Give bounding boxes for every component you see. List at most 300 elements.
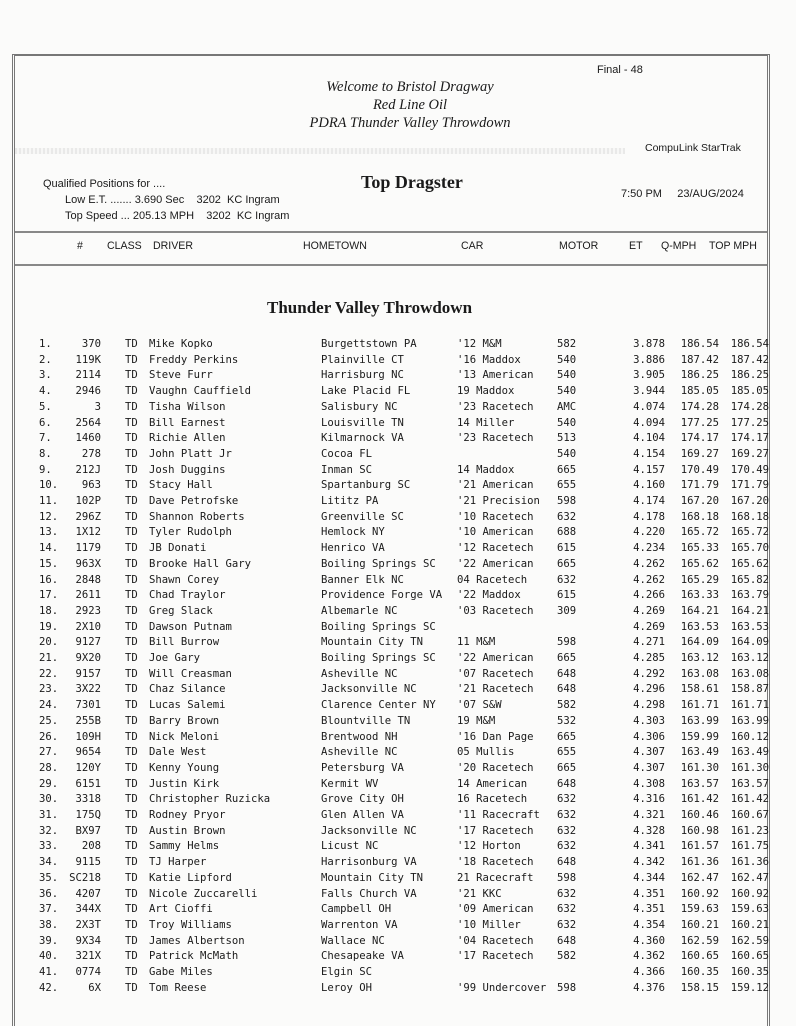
cell-q-mph: 161.42 [680,793,719,806]
cell-hometown: Blountville TN [321,714,411,727]
cell-hometown: Burgettstown PA [321,338,417,350]
cell-top-mph: 163.79 [730,589,769,602]
cell-car-number: 2611 [75,589,101,602]
cell-class: TD [125,903,138,916]
table-row [15,636,767,652]
cell-class: TD [125,871,138,884]
header-rule-bottom [15,264,767,266]
table-row [15,825,767,841]
cell-hometown: Jacksonville NC [321,683,417,696]
cell-car-number: 2946 [75,385,101,398]
cell-driver: Josh Duggins [149,463,226,476]
cell-car-number: 109H [75,730,101,743]
cell-et: 4.234 [633,542,665,555]
table-row [15,888,767,904]
table-row [15,464,767,480]
cell-top-mph: 167.20 [730,495,769,507]
cell-et: 4.157 [633,463,665,476]
cell-q-mph: 163.99 [680,714,719,727]
cell-et: 4.351 [633,887,665,900]
cell-et: 4.303 [633,714,665,727]
cell-class: TD [125,400,138,413]
cell-et: 4.174 [633,495,665,507]
cell-motor: 648 [557,856,577,869]
table-row [15,338,767,354]
cell-car: '03 Racetech [457,604,534,617]
cell-q-mph: 165.33 [680,542,719,555]
cell-class: TD [125,950,138,963]
welcome-header [15,78,796,132]
cell-top-mph: 163.99 [730,714,769,727]
table-row [15,526,767,542]
cell-position: 13. [39,526,59,539]
cell-class: TD [125,714,138,727]
cell-motor: 655 [557,479,577,492]
cell-driver: Steve Furr [149,369,213,382]
cell-car-number: 212J [75,463,101,476]
cell-class: TD [125,981,138,994]
cell-car: '10 Miller [457,918,521,931]
cell-q-mph: 177.25 [680,416,719,429]
cell-q-mph: 165.72 [680,526,719,539]
cell-top-mph: 163.57 [730,777,769,790]
cell-top-mph: 161.36 [730,856,769,869]
cell-q-mph: 160.46 [680,809,719,821]
col-qmph: Q-MPH [661,240,697,252]
cell-driver: Nick Meloni [149,730,220,743]
cell-car: '12 Racetech [457,542,534,555]
class-title: Top Dragster [361,172,463,192]
cell-car-number: 963 [81,479,101,492]
cell-q-mph: 161.36 [680,856,719,869]
cell-driver: Bill Earnest [149,416,226,429]
table-row [15,778,767,794]
cell-top-mph: 186.25 [730,369,769,382]
cell-position: 33. [39,840,59,853]
cell-motor: 582 [557,950,577,963]
cell-class: TD [125,699,138,712]
cell-top-mph: 161.71 [730,699,769,712]
cell-car: '04 Racetech [457,934,534,947]
cell-hometown: Mountain City TN [321,636,424,649]
cell-driver: Barry Brown [149,714,220,727]
cell-hometown: Albemarle NC [321,604,398,617]
cell-q-mph: 158.15 [680,981,719,994]
cell-top-mph: 161.23 [730,824,769,837]
cell-q-mph: 163.08 [680,667,719,680]
cell-motor: 540 [557,353,577,366]
cell-q-mph: 161.71 [680,699,719,712]
cell-et: 4.342 [633,856,665,869]
cell-q-mph: 162.47 [680,871,719,884]
cell-top-mph: 163.12 [730,652,769,664]
timestamp [621,188,744,200]
cell-position: 29. [39,777,59,790]
cell-driver: Justin Kirk [149,777,220,790]
cell-et: 4.296 [633,683,665,696]
cell-position: 36. [39,887,59,900]
date: 23/AUG/2024 [677,188,744,200]
cell-car-number: 2564 [75,416,101,429]
cell-top-mph: 162.47 [730,871,769,884]
cell-car: '16 Dan Page [457,730,534,743]
cell-et: 4.307 [633,746,665,759]
cell-car-number: 119K [75,353,101,366]
cell-class: TD [125,573,138,586]
cell-top-mph: 165.62 [730,557,769,570]
cell-et: 4.160 [633,479,665,492]
cell-motor: 615 [557,589,577,602]
cell-q-mph: 160.35 [680,966,719,978]
table-row [15,715,767,731]
cell-car: '13 American [457,369,534,382]
table-row [15,479,767,495]
cell-q-mph: 163.33 [680,589,719,602]
cell-et: 4.298 [633,699,665,712]
welcome-line-2: Red Line Oil [372,97,448,113]
cell-class: TD [125,447,138,460]
cell-car-number: 1460 [75,432,101,445]
cell-class: TD [125,918,138,931]
cell-top-mph: 163.49 [730,746,769,759]
cell-class: TD [125,432,138,445]
cell-driver: Richie Allen [149,432,226,445]
cell-class: TD [125,510,138,523]
cell-position: 26. [39,730,59,743]
cell-position: 3. [39,369,52,382]
cell-top-mph: 160.67 [730,809,769,821]
table-row [15,652,767,668]
cell-driver: Chaz Silance [149,683,226,696]
cell-driver: Vaughn Cauffield [149,385,252,398]
cell-car-number: 3X22 [75,683,101,696]
cell-car-number: 9X34 [75,934,101,947]
cell-driver: Tisha Wilson [149,400,226,413]
cell-car: '99 Undercover [457,981,547,994]
cell-position: 15. [39,557,59,570]
table-row [15,369,767,385]
cell-motor: 688 [557,526,577,539]
cell-car: 11 M&M [457,636,496,649]
cell-driver: Dale West [149,746,207,759]
cell-driver: Tom Reese [149,981,207,994]
cell-driver: Joe Gary [149,652,201,664]
table-row [15,542,767,558]
cell-car: '11 Racecraft [457,809,540,821]
cell-car-number: 9X20 [75,652,101,664]
cell-driver: Rodney Pryor [149,809,226,821]
table-row [15,385,767,401]
cell-car-number: 2848 [75,573,101,586]
cell-position: 6. [39,416,52,429]
cell-top-mph: 174.28 [730,400,769,413]
cell-position: 23. [39,683,59,696]
table-row [15,558,767,574]
col-car: CAR [461,240,484,252]
cell-class: TD [125,385,138,398]
cell-motor: 513 [557,432,577,445]
table-row [15,621,767,637]
cell-car-number: 9157 [75,667,101,680]
cell-hometown: Warrenton VA [321,918,398,931]
cell-hometown: Asheville NC [321,746,398,759]
cell-class: TD [125,542,138,555]
cell-class: TD [125,463,138,476]
cell-q-mph: 164.09 [680,636,719,649]
cell-car-number: 1X12 [75,526,101,539]
table-row [15,762,767,778]
cell-driver: Katie Lipford [149,871,232,884]
cell-class: TD [125,589,138,602]
cell-q-mph: 186.54 [680,338,719,350]
cell-class: TD [125,793,138,806]
cell-top-mph: 174.17 [730,432,769,445]
cell-car-number: 208 [81,840,101,853]
cell-position: 35. [39,871,59,884]
cell-position: 10. [39,479,59,492]
table-row [15,401,767,417]
cell-car-number: 2114 [75,369,101,382]
cell-top-mph: 164.21 [730,604,769,617]
cell-motor: 598 [557,495,577,507]
cell-car-number: 3 [94,400,101,413]
col-driver: DRIVER [153,240,194,252]
table-row [15,448,767,464]
table-row [15,982,767,998]
cell-driver: Art Cioffi [149,903,213,916]
table-row [15,746,767,762]
cell-et: 4.360 [633,934,665,947]
cell-motor: 655 [557,746,577,759]
cell-et: 4.306 [633,730,665,743]
table-row [15,950,767,966]
cell-et: 4.307 [633,761,665,774]
cell-car: 14 Maddox [457,463,515,476]
cell-motor: 648 [557,683,577,696]
cell-q-mph: 174.17 [680,432,719,445]
table-row [15,432,767,448]
cell-motor: 665 [557,652,577,664]
cell-motor: 632 [557,840,577,853]
cell-q-mph: 163.57 [680,777,719,790]
cell-hometown: Clarence Center NY [321,699,436,712]
cell-car: 14 American [457,777,528,790]
table-row [15,511,767,527]
table-row [15,856,767,872]
cell-class: TD [125,495,138,507]
cell-motor: 665 [557,463,577,476]
cell-position: 2. [39,353,52,366]
cell-class: TD [125,557,138,570]
cell-car-number: 120Y [75,761,101,774]
cell-q-mph: 168.18 [680,510,719,523]
cell-top-mph: 160.65 [730,950,769,963]
cell-et: 4.366 [633,966,665,978]
cell-car: 21 Racecraft [457,871,534,884]
cell-et: 4.362 [633,950,665,963]
cell-q-mph: 186.25 [680,369,719,382]
cell-class: TD [125,604,138,617]
cell-position: 16. [39,573,59,586]
cell-top-mph: 170.49 [730,463,769,476]
cell-car-number: 296Z [75,510,101,523]
cell-car-number: 963X [75,557,101,570]
cell-hometown: Mountain City TN [321,871,424,884]
cell-et: 3.905 [633,369,665,382]
cell-top-mph: 160.35 [730,966,769,978]
cell-car-number: BX97 [75,824,101,837]
cell-car-number: 370 [81,338,101,350]
cell-car: '20 Racetech [457,761,534,774]
cell-motor: 648 [557,777,577,790]
cell-position: 28. [39,761,59,774]
cell-car-number: 7301 [75,699,101,712]
cell-position: 12. [39,510,59,523]
cell-class: TD [125,934,138,947]
cell-car-number: 6X [88,981,101,994]
table-row [15,354,767,370]
cell-car: '17 Racetech [457,824,534,837]
cell-motor: 615 [557,542,577,555]
cell-driver: Sammy Helms [149,840,220,853]
cell-car: '22 American [457,652,534,664]
cell-top-mph: 160.21 [730,918,769,931]
cell-position: 22. [39,667,59,680]
cell-driver: Gabe Miles [149,966,213,978]
cell-position: 34. [39,856,59,869]
table-row [15,919,767,935]
cell-et: 4.074 [633,400,665,413]
cell-class: TD [125,369,138,382]
cell-top-mph: 165.82 [730,573,769,586]
cell-position: 7. [39,432,52,445]
cell-hometown: Lititz PA [321,495,379,507]
cell-hometown: Boiling Springs SC [321,557,436,570]
cell-top-mph: 165.70 [730,542,769,555]
cell-top-mph: 163.53 [730,620,769,633]
cell-q-mph: 164.21 [680,604,719,617]
cell-top-mph: 185.05 [730,385,769,398]
cell-q-mph: 160.65 [680,950,719,963]
cell-position: 8. [39,447,52,460]
cell-hometown: Licust NC [321,840,379,853]
cell-motor: 632 [557,809,577,821]
cell-hometown: Greenville SC [321,510,404,523]
cell-hometown: Petersburg VA [321,761,404,774]
cell-hometown: Lake Placid FL [321,385,411,398]
cell-car: '18 Racetech [457,856,534,869]
cell-top-mph: 159.12 [730,981,769,994]
cell-q-mph: 163.49 [680,746,719,759]
cell-car: '22 American [457,557,534,570]
cell-car: '12 M&M [457,338,502,350]
cell-q-mph: 170.49 [680,463,719,476]
cell-hometown: Boiling Springs SC [321,652,436,664]
final-label: Final - 48 [597,64,643,76]
cell-hometown: Spartanburg SC [321,479,411,492]
cell-driver: Shannon Roberts [149,510,245,523]
cell-position: 17. [39,589,59,602]
cell-motor: 598 [557,981,577,994]
cell-car: '09 American [457,903,534,916]
low-et-record: Low E.T. ....... 3.690 Sec 3202 KC Ingram [65,194,280,206]
cell-et: 3.886 [633,353,665,366]
cell-car: '21 American [457,479,534,492]
cell-hometown: Campbell OH [321,903,392,916]
cell-motor: AMC [557,400,577,413]
cell-motor: 598 [557,636,577,649]
cell-hometown: Grove City OH [321,793,404,806]
cell-car: '23 Racetech [457,400,534,413]
cell-et: 4.269 [633,604,665,617]
table-row [15,589,767,605]
cell-driver: Christopher Ruzicka [149,793,271,806]
cell-position: 39. [39,934,59,947]
table-row [15,668,767,684]
cell-class: TD [125,353,138,366]
cell-q-mph: 159.99 [680,730,719,743]
col-motor: MOTOR [559,240,599,252]
cell-position: 11. [39,495,59,507]
cell-q-mph: 161.30 [680,761,719,774]
cell-motor: 665 [557,557,577,570]
cell-et: 4.178 [633,510,665,523]
cell-q-mph: 171.79 [680,479,719,492]
col-num: # [77,240,83,252]
cell-top-mph: 161.30 [730,761,769,774]
cell-car: 05 Mullis [457,746,515,759]
table-row [15,935,767,951]
cell-position: 21. [39,652,59,664]
cell-position: 37. [39,903,59,916]
cell-class: TD [125,683,138,696]
cell-class: TD [125,479,138,492]
cell-et: 4.154 [633,447,665,460]
cell-hometown: Asheville NC [321,667,398,680]
cell-car-number: 6151 [75,777,101,790]
cell-hometown: Louisville TN [321,416,404,429]
cell-car-number: 278 [81,447,101,460]
cell-q-mph: 174.28 [680,400,719,413]
cell-class: TD [125,809,138,821]
cell-driver: Shawn Corey [149,573,220,586]
cell-et: 4.376 [633,981,665,994]
cell-class: TD [125,887,138,900]
cell-q-mph: 187.42 [680,353,719,366]
cell-q-mph: 160.98 [680,824,719,837]
table-row [15,683,767,699]
cell-hometown: Henrico VA [321,542,385,555]
cell-driver: Patrick McMath [149,950,239,963]
cell-driver: James Albertson [149,934,245,947]
cell-car-number: 102P [75,495,101,507]
cell-q-mph: 167.20 [680,495,719,507]
cell-class: TD [125,636,138,649]
cell-et: 4.285 [633,652,665,664]
cell-driver: JB Donati [149,542,207,555]
cell-car-number: 2X10 [75,620,101,633]
cell-hometown: Leroy OH [321,981,373,994]
cell-et: 4.271 [633,636,665,649]
results-sheet [12,54,770,1026]
cell-driver: Bill Burrow [149,636,220,649]
cell-et: 3.944 [633,385,665,398]
cell-hometown: Providence Forge VA [321,589,443,602]
cell-motor: 632 [557,918,577,931]
cell-q-mph: 165.62 [680,557,719,570]
cell-hometown: Boiling Springs SC [321,620,436,633]
cell-hometown: Brentwood NH [321,730,398,743]
